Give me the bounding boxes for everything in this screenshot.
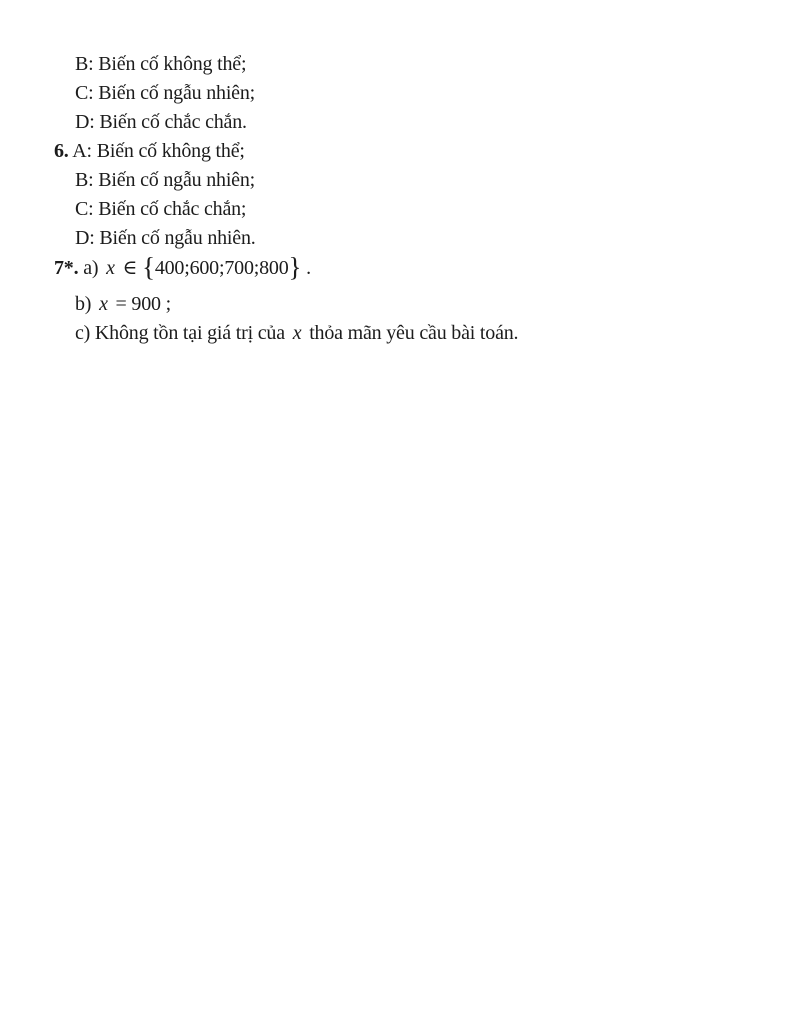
document-line: [0, 224, 792, 253]
text-segment: thỏa mãn yêu cầu bài toán.: [304, 322, 519, 344]
text-segment: 6.: [54, 140, 69, 162]
document-line: [0, 137, 792, 166]
text-segment: C: Biến cố chắc chắn;: [75, 198, 247, 220]
text-segment: b): [75, 293, 97, 315]
document-line: [0, 50, 792, 79]
document-line: [0, 319, 792, 348]
text-segment: ;: [160, 293, 172, 315]
text-segment: }: [288, 252, 302, 282]
text-segment: c) Không tồn tại giá trị của: [75, 322, 290, 344]
text-segment: D: Biến cố chắc chắn.: [75, 111, 247, 133]
text-segment: D: Biến cố ngẫu nhiên.: [75, 227, 256, 249]
text-segment: = 900: [110, 293, 161, 315]
text-segment: B: Biến cố ngẫu nhiên;: [75, 169, 256, 191]
text-segment: A: Biến cố không thể;: [68, 140, 245, 162]
text-segment: 400;600;700;800: [154, 257, 289, 279]
document-line: [0, 166, 792, 195]
document-body: [0, 50, 792, 348]
document-line: [0, 108, 792, 137]
document-line: [0, 290, 792, 319]
document-line: [0, 253, 792, 283]
text-segment: 7*.: [54, 257, 79, 279]
document-line: [0, 195, 792, 224]
document-line: [0, 79, 792, 108]
text-segment: ∈: [117, 257, 143, 279]
math-variable: x: [99, 293, 108, 315]
text-segment: B: Biến cố không thể;: [75, 53, 247, 75]
math-variable: x: [106, 257, 115, 279]
text-segment: .: [301, 257, 311, 279]
text-segment: a): [78, 257, 104, 279]
text-segment: {: [142, 252, 155, 282]
text-segment: C: Biến cố ngẫu nhiên;: [75, 82, 256, 104]
math-variable: x: [292, 322, 302, 344]
